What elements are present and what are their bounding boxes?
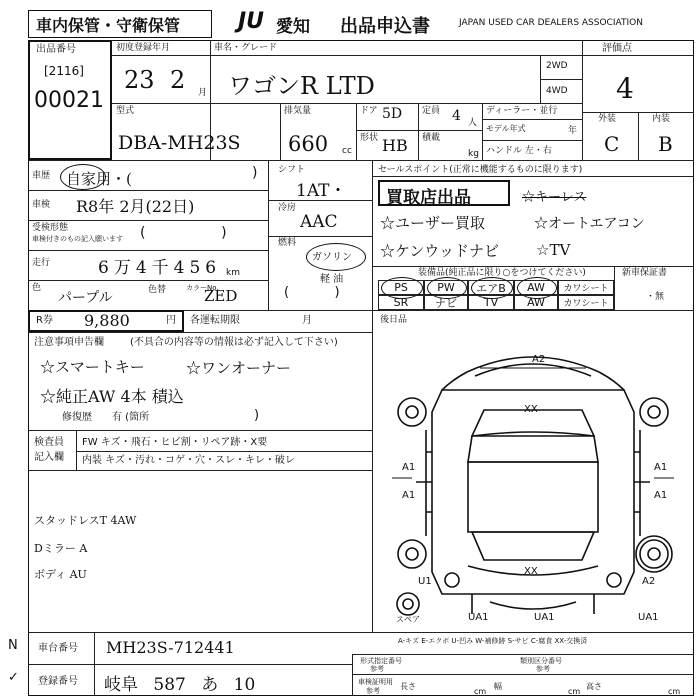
storage-notice: 車内保管・守衛保管 — [36, 16, 181, 35]
car-diagram — [372, 332, 694, 632]
displacement-label: 排気量 — [284, 106, 312, 116]
length-unit: cm — [474, 687, 487, 696]
equipment-item: AW — [514, 295, 558, 310]
damage-label: A1 — [402, 462, 416, 473]
usage-value: 自家用・( — [66, 170, 132, 188]
length-label: 長さ — [400, 682, 416, 691]
recycle-value: 9,880 — [84, 311, 130, 330]
plate-value: 岐阜 587 あ 10 — [104, 675, 256, 695]
exterior-value: C — [604, 132, 620, 156]
damage-label: UA1 — [468, 612, 489, 623]
shift-label: シフト — [278, 165, 306, 175]
model-label: 型式 — [116, 106, 135, 116]
height-label: 高さ — [586, 682, 602, 691]
model-value: DBA-MH23S — [118, 132, 241, 154]
lot-code: [2116] — [44, 64, 84, 78]
shaken-label: 車検証明用 — [358, 678, 393, 686]
color-label: 色 — [32, 283, 42, 293]
org-name: 愛知 — [276, 17, 310, 37]
plate-label: 登録番号 — [38, 676, 78, 687]
wheel-rear-right — [640, 540, 668, 568]
damage-label: A1 — [402, 490, 416, 501]
exterior-label: 外装 — [598, 114, 617, 124]
displacement-value: 660 — [288, 132, 329, 156]
notes-label: 注意事項申告欄 — [34, 337, 104, 348]
reference-label-3: 参考 — [366, 687, 380, 695]
usage-circle — [60, 164, 106, 190]
damage-label: XX — [524, 566, 538, 577]
drive-4wd: 4WD — [546, 86, 568, 96]
ju-logo: JU — [238, 9, 265, 34]
notes-line1-a: ☆スマートキー — [40, 358, 145, 376]
interior-label: 内装 — [652, 114, 671, 124]
buyer-stamp: 買取店出品 — [386, 188, 471, 208]
fuel-diesel: 軽 油 — [320, 274, 344, 285]
chassis-label: 車台番号 — [38, 643, 78, 654]
usage-label: 車歴 — [32, 171, 51, 181]
inspector-note-1: スタッドレスT 4AW — [34, 514, 137, 527]
lot-number: 00021 — [34, 88, 104, 113]
height-unit: cm — [668, 687, 681, 696]
inspector-row2: 内装 キズ・汚れ・コゲ・穴・スレ・キレ・破レ — [82, 455, 295, 466]
repair-value: 有 (箇所 — [112, 412, 150, 423]
equipment-label: 装備品(純正品に限り○をつけてください) — [418, 268, 586, 278]
tax-month: 月 — [302, 315, 312, 326]
dealer-label: ディーラー・並行 — [486, 106, 558, 116]
first-reg-month-unit: 月 — [198, 88, 208, 98]
capacity-value: 4 — [452, 108, 461, 124]
equipment-item: AW — [514, 280, 558, 295]
reference-label-2: 参考 — [536, 665, 550, 673]
margin-mark-check: ✓ — [8, 670, 19, 685]
damage-label: A1 — [654, 490, 668, 501]
year-unit: 年 — [568, 126, 578, 136]
damage-label: U1 — [418, 576, 432, 587]
color-code-label: カラーNo. — [186, 284, 219, 292]
width-label: 幅 — [494, 682, 502, 691]
car-body-outline — [432, 390, 634, 594]
sp-line3-b: ☆TV — [536, 241, 571, 259]
notes-line1-b: ☆ワンオーナー — [186, 359, 292, 377]
shift-value: 1AT・ — [296, 181, 347, 201]
spare-tire — [397, 593, 419, 615]
mileage-label: 走行 — [32, 258, 51, 268]
tax-label: 各運転期限 — [190, 315, 240, 326]
doors-value: 5D — [382, 106, 403, 122]
form-label: 形式指定番号 — [360, 657, 402, 665]
sp-line3-a: ☆ケンウッドナビ — [380, 242, 499, 260]
selling-points-label: セールスポイント(正常に機能するものに限ります) — [378, 165, 583, 175]
form-title: 出品申込書 — [340, 16, 430, 37]
class-label: 類別区分番号 — [520, 657, 562, 665]
damage-label: A2 — [532, 354, 546, 365]
equipment-item: PS — [378, 280, 424, 295]
damage-legend: A-キズ E-エクボ U-凹み W-補修跡 S-サビ C-腐食 XX-交換済 — [398, 637, 588, 645]
fuel-label: 燃料 — [278, 238, 297, 248]
load-label: 積載 — [422, 133, 441, 143]
lot-label: 出品番号 — [36, 44, 76, 55]
damage-label: UA1 — [638, 612, 659, 623]
equipment-item: TV — [468, 295, 514, 310]
shape-value: HB — [382, 136, 408, 155]
equipment-item: ナビ — [424, 295, 468, 310]
wheel-front-right — [640, 398, 668, 426]
fuel-parens: ( ) — [284, 285, 340, 300]
new-warranty-value: ・無 — [646, 292, 665, 302]
reference-label-1: 参考 — [370, 665, 384, 673]
interior-value: B — [658, 132, 673, 156]
damage-label: A2 — [642, 576, 656, 587]
first-reg-label: 初度登録年月 — [116, 43, 171, 53]
rating-label: 評価点 — [602, 43, 632, 54]
person-unit: 人 — [468, 118, 478, 128]
margin-mark-n: N — [8, 638, 18, 653]
repair-close: ) — [254, 408, 260, 423]
ac-label: 冷房 — [278, 203, 297, 213]
color-code-value: ZED — [204, 287, 238, 305]
wheel-rear-left — [398, 540, 426, 568]
accept-note: 車検付きのもの記入願います — [32, 235, 123, 243]
doors-label: ドア — [360, 106, 378, 116]
inspector-note-3: ボディ AU — [34, 568, 87, 581]
repair-label: 修復歴 — [62, 412, 92, 423]
ac-value: AAC — [300, 212, 338, 232]
handle-label: ハンドル 左・右 — [486, 146, 552, 156]
fuel-petrol-circle — [306, 243, 366, 271]
notes-line2: ☆純正AW 4本 積込 — [40, 387, 184, 406]
equipment-item: SR — [378, 295, 424, 310]
car-name-value: ワゴンR LTD — [228, 72, 375, 100]
equipment-item: PW — [424, 280, 468, 295]
equipment-item: カワシート — [558, 280, 614, 295]
sp-line2-b: ☆オートエアコン — [534, 216, 645, 232]
notes-hint: (不具合の内容等の情報は必ず記入して下さい) — [130, 337, 338, 348]
car-name-label: 車名・グレード — [214, 43, 278, 53]
recycle-yen: 円 — [166, 315, 176, 326]
inspection-label: 車検 — [32, 200, 51, 210]
equipment-item: エアB — [468, 280, 514, 295]
drive-2wd: 2WD — [546, 61, 568, 71]
capacity-label: 定員 — [422, 106, 441, 116]
model-year-label: モデル年式 — [486, 124, 526, 133]
form-subtitle: JAPAN USED CAR DEALERS ASSOCIATION — [459, 18, 643, 28]
damage-label: XX — [524, 404, 538, 415]
new-warranty-label: 新車保証書 — [622, 268, 668, 278]
fuel-petrol: ガソリン — [312, 252, 352, 263]
color-value: パープル — [58, 290, 113, 306]
kg-unit: kg — [468, 149, 479, 159]
mileage-value: 6万4千456 — [98, 258, 222, 278]
cc-unit: cc — [342, 146, 352, 156]
later-label: 後日品 — [380, 315, 408, 325]
inspector-note-2: Dミラー A — [34, 542, 88, 555]
sp-line1: ☆キーレス — [522, 190, 587, 205]
damage-label: UA1 — [534, 612, 555, 623]
first-reg-month: 2 — [170, 66, 186, 94]
usage-close: ) — [252, 165, 258, 181]
km-unit: km — [226, 268, 240, 278]
color-change-label: 色替 — [148, 285, 167, 295]
first-reg-year: 23 — [124, 66, 155, 94]
chassis-value: MH23S-712441 — [106, 638, 235, 657]
inspector-row1: FW キズ・飛石・ヒビ割・リペア跡・X要 — [82, 437, 268, 448]
accept-label: 受検形態 — [32, 223, 69, 233]
sp-line2-a: ☆ユーザー買取 — [380, 214, 486, 232]
damage-label: A1 — [654, 462, 668, 473]
accept-parens: ( ) — [140, 225, 227, 241]
inspector-label: 検査員記入欄 — [34, 437, 64, 463]
width-unit: cm — [568, 687, 581, 696]
wheel-front-left — [398, 398, 426, 426]
recycle-label: R券 — [36, 315, 53, 326]
equipment-item: カワシート — [558, 295, 614, 310]
spare-label: スペア — [396, 615, 420, 624]
rating-value: 4 — [616, 72, 634, 105]
inspection-value: R8年 2月(22日) — [76, 197, 195, 216]
shape-label: 形状 — [360, 133, 379, 143]
